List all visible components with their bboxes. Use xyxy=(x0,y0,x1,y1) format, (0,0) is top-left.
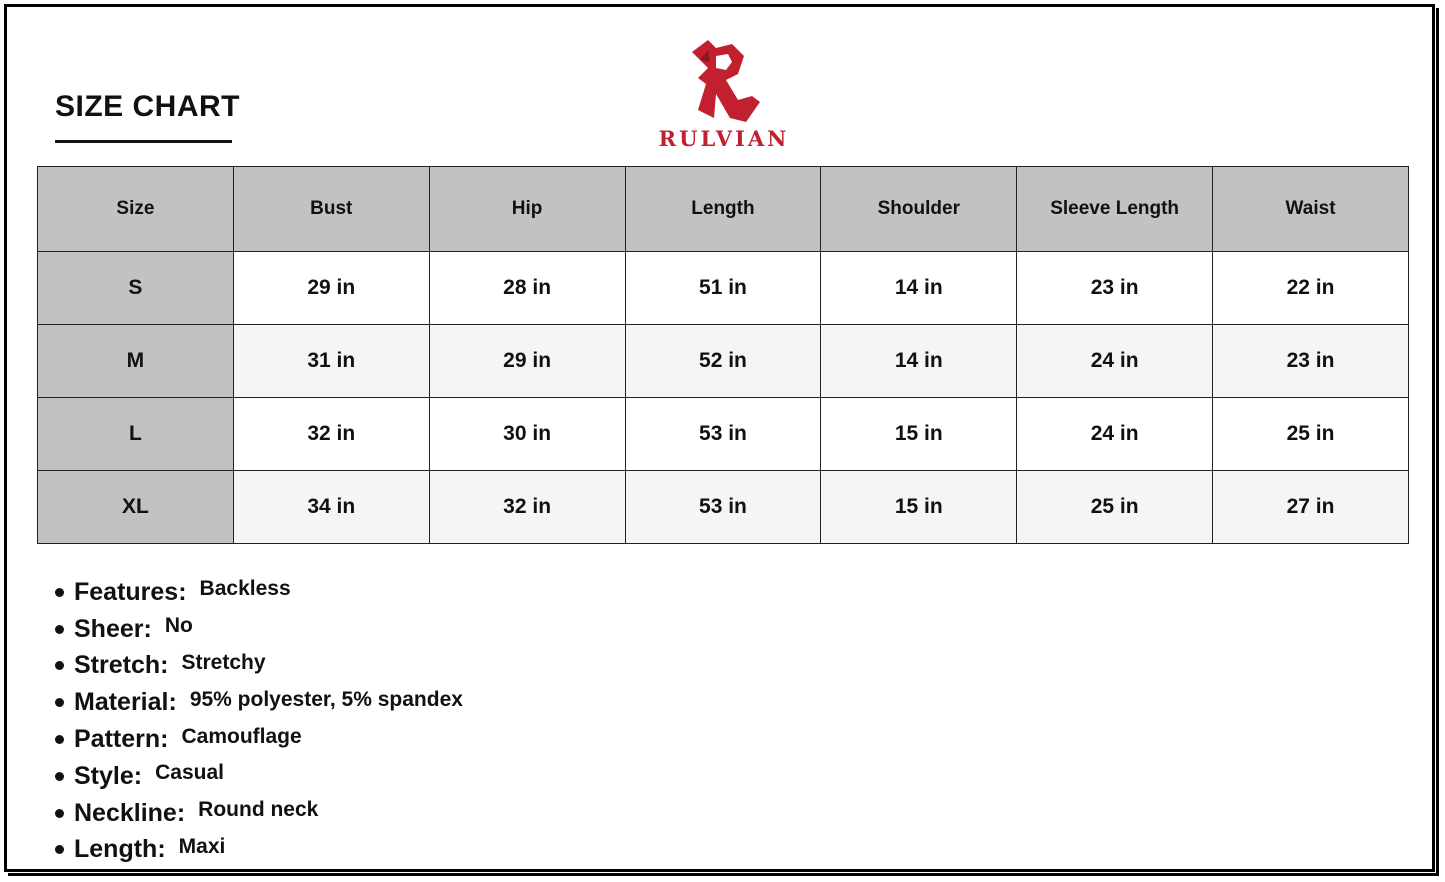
table-cell: 25 in xyxy=(1017,471,1213,544)
table-cell: 14 in xyxy=(821,252,1017,325)
list-item xyxy=(55,795,463,832)
size-cell: M xyxy=(38,325,234,398)
table-cell: 25 in xyxy=(1213,398,1409,471)
rulvian-r-logo-icon xyxy=(686,38,762,124)
feature-label: Style: xyxy=(74,761,143,790)
feature-value: Round neck xyxy=(198,798,319,822)
features-list xyxy=(55,574,463,868)
feature-label: Features: xyxy=(74,577,187,606)
list-item xyxy=(55,684,463,721)
table-row xyxy=(38,252,1409,325)
column-header-waist: Waist xyxy=(1213,167,1409,252)
list-item xyxy=(55,832,463,869)
list-item xyxy=(55,721,463,758)
bullet-icon xyxy=(55,735,64,744)
column-header-length: Length xyxy=(625,167,821,252)
size-cell: XL xyxy=(38,471,234,544)
feature-label: Length: xyxy=(74,835,166,864)
feature-value: Camouflage xyxy=(181,724,302,748)
bullet-icon xyxy=(55,772,64,781)
table-cell: 29 in xyxy=(429,325,625,398)
table-cell: 14 in xyxy=(821,325,1017,398)
column-header-shoulder: Shoulder xyxy=(821,167,1017,252)
bullet-icon xyxy=(55,845,64,854)
column-header-size: Size xyxy=(38,167,234,252)
table-row xyxy=(38,471,1409,544)
table-cell: 53 in xyxy=(625,471,821,544)
table-cell: 52 in xyxy=(625,325,821,398)
feature-label: Neckline: xyxy=(74,798,186,827)
table-row xyxy=(38,398,1409,471)
size-cell: L xyxy=(38,398,234,471)
bullet-icon xyxy=(55,809,64,818)
feature-value: No xyxy=(164,614,193,638)
feature-label: Sheer: xyxy=(74,614,152,643)
table-cell: 51 in xyxy=(625,252,821,325)
feature-label: Pattern: xyxy=(74,725,169,754)
bullet-icon xyxy=(55,661,64,670)
feature-value: Stretchy xyxy=(181,650,266,674)
table-header-row xyxy=(38,167,1409,252)
size-table xyxy=(37,166,1409,544)
table-cell: 22 in xyxy=(1213,252,1409,325)
feature-label: Stretch: xyxy=(74,651,169,680)
table-cell: 32 in xyxy=(233,398,429,471)
table-cell: 24 in xyxy=(1017,325,1213,398)
list-item xyxy=(55,574,463,611)
table-cell: 32 in xyxy=(429,471,625,544)
column-header-hip: Hip xyxy=(429,167,625,252)
title-underline xyxy=(55,140,232,143)
bullet-icon xyxy=(55,588,64,597)
column-header-sleeve-length: Sleeve Length xyxy=(1017,167,1213,252)
table-cell: 31 in xyxy=(233,325,429,398)
brand-name: RULVIAN xyxy=(658,126,790,151)
feature-label: Material: xyxy=(74,688,177,717)
table-cell: 15 in xyxy=(821,471,1017,544)
table-cell: 30 in xyxy=(429,398,625,471)
feature-value: Backless xyxy=(199,577,291,601)
feature-value: Maxi xyxy=(178,834,226,858)
table-cell: 23 in xyxy=(1017,252,1213,325)
table-cell: 53 in xyxy=(625,398,821,471)
column-header-bust: Bust xyxy=(233,167,429,252)
list-item xyxy=(55,611,463,648)
table-cell: 23 in xyxy=(1213,325,1409,398)
table-row xyxy=(38,325,1409,398)
table-cell: 15 in xyxy=(821,398,1017,471)
table-cell: 24 in xyxy=(1017,398,1213,471)
bullet-icon xyxy=(55,698,64,707)
page-title: SIZE CHART xyxy=(55,90,240,123)
list-item xyxy=(55,648,463,685)
list-item xyxy=(55,758,463,795)
table-cell: 29 in xyxy=(233,252,429,325)
table-cell: 27 in xyxy=(1213,471,1409,544)
bullet-icon xyxy=(55,625,64,634)
feature-value: Casual xyxy=(155,761,224,785)
table-cell: 34 in xyxy=(233,471,429,544)
table-cell: 28 in xyxy=(429,252,625,325)
brand-logo xyxy=(648,38,800,154)
size-cell: S xyxy=(38,252,234,325)
feature-value: 95% polyester, 5% spandex xyxy=(189,687,463,711)
